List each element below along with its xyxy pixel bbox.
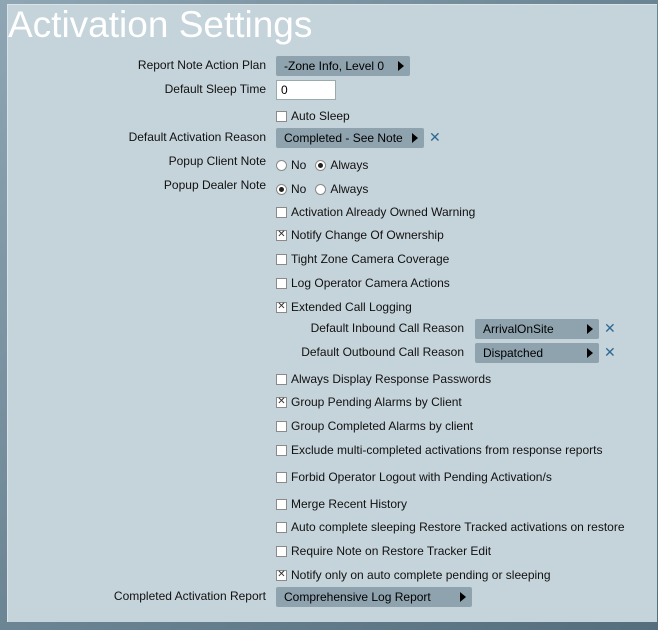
notify-change-of-ownership-checkbox[interactable] bbox=[276, 230, 287, 241]
default-outbound-call-reason-dropdown[interactable] bbox=[475, 343, 599, 363]
auto-sleep-checkbox[interactable] bbox=[276, 111, 287, 122]
checkbox-row bbox=[8, 539, 658, 559]
popup-client-note-no-radio[interactable] bbox=[276, 160, 287, 171]
radio-label-always: Always bbox=[330, 158, 369, 172]
checkbox-label: Log Operator Camera Actions bbox=[291, 276, 450, 290]
completed-activation-report-row bbox=[8, 587, 658, 607]
auto-sleep-label: Auto Sleep bbox=[291, 109, 350, 123]
clear-icon[interactable]: ✕ bbox=[604, 321, 616, 337]
checkbox-row bbox=[8, 295, 658, 315]
group-completed-alarms-checkbox[interactable] bbox=[276, 421, 287, 432]
auto-sleep-row bbox=[8, 104, 658, 124]
exclude-multi-completed-checkbox[interactable] bbox=[276, 445, 287, 456]
popup-client-note-always-radio[interactable] bbox=[315, 160, 326, 171]
default-sleep-time-label: Default Sleep Time bbox=[164, 82, 266, 96]
extended-call-logging-checkbox[interactable] bbox=[276, 302, 287, 313]
group-pending-alarms-checkbox[interactable] bbox=[276, 397, 287, 408]
checkbox-row bbox=[8, 247, 658, 267]
checkbox-label: Group Completed Alarms by client bbox=[291, 419, 474, 433]
forbid-operator-logout-checkbox[interactable] bbox=[276, 472, 287, 483]
radio-label-always: Always bbox=[330, 182, 369, 196]
checkbox-label: Group Pending Alarms by Client bbox=[291, 395, 462, 409]
checkbox-label: Merge Recent History bbox=[291, 497, 408, 511]
dropdown-value: Completed - See Note bbox=[284, 131, 403, 145]
checkbox-row bbox=[8, 515, 658, 535]
checkbox-label: Always Display Response Passwords bbox=[291, 372, 492, 386]
popup-dealer-note-always-radio[interactable] bbox=[315, 184, 326, 195]
completed-activation-report-dropdown[interactable] bbox=[276, 587, 472, 607]
default-inbound-call-reason-dropdown[interactable] bbox=[475, 319, 599, 339]
checkbox-row bbox=[8, 563, 658, 583]
checkbox-label: Notify only on auto complete pending or sleeping bbox=[291, 568, 551, 582]
popup-dealer-note-row bbox=[8, 176, 658, 196]
checkbox-label: Auto complete sleeping Restore Tracked activations on restore bbox=[291, 520, 625, 534]
auto-complete-sleeping-checkbox[interactable] bbox=[276, 522, 287, 533]
merge-recent-history-checkbox[interactable] bbox=[276, 499, 287, 510]
checkbox-row bbox=[8, 414, 658, 434]
default-activation-reason-row bbox=[8, 128, 658, 148]
caret-right-icon bbox=[587, 348, 593, 358]
checkbox-row bbox=[8, 200, 658, 220]
report-note-action-plan-label: Report Note Action Plan bbox=[137, 58, 266, 72]
dropdown-value: ArrivalOnSite bbox=[483, 322, 554, 336]
popup-client-note-row bbox=[8, 152, 658, 172]
clear-icon[interactable]: ✕ bbox=[429, 130, 441, 146]
settings-panel bbox=[7, 4, 657, 622]
checkbox-label: Exclude multi-completed activations from response reports bbox=[291, 443, 603, 457]
checkbox-label: Notify Change Of Ownership bbox=[291, 228, 444, 242]
checkbox-row bbox=[8, 465, 658, 485]
clear-icon[interactable]: ✕ bbox=[604, 345, 616, 361]
default-sleep-time-row bbox=[8, 80, 658, 100]
default-outbound-call-reason-label: Default Outbound Call Reason bbox=[301, 345, 464, 359]
checkbox-label: Require Note on Restore Tracker Edit bbox=[291, 544, 492, 558]
dropdown-value: Comprehensive Log Report bbox=[284, 590, 431, 604]
popup-client-note-label: Popup Client Note bbox=[168, 154, 266, 168]
popup-dealer-note-label: Popup Dealer Note bbox=[163, 178, 266, 192]
require-note-restore-tracker-checkbox[interactable] bbox=[276, 546, 287, 557]
radio-label-no: No bbox=[291, 158, 307, 172]
checkbox-row bbox=[8, 367, 658, 387]
checkbox-row bbox=[8, 271, 658, 291]
completed-activation-report-label: Completed Activation Report bbox=[113, 589, 266, 603]
checkbox-row bbox=[8, 390, 658, 410]
report-note-action-plan-row bbox=[8, 56, 658, 76]
checkbox-row bbox=[8, 492, 658, 512]
radio-label-no: No bbox=[291, 182, 307, 196]
default-inbound-call-reason-label: Default Inbound Call Reason bbox=[310, 321, 464, 335]
checkbox-label: Activation Already Owned Warning bbox=[291, 205, 476, 219]
always-display-response-passwords-checkbox[interactable] bbox=[276, 374, 287, 385]
caret-right-icon bbox=[587, 324, 593, 334]
default-sleep-time-input[interactable] bbox=[276, 80, 336, 100]
dropdown-value: -Zone Info, Level 0 bbox=[284, 59, 385, 73]
log-operator-camera-actions-checkbox[interactable] bbox=[276, 278, 287, 289]
default-inbound-call-reason-row bbox=[8, 319, 658, 339]
caret-right-icon bbox=[412, 133, 418, 143]
popup-dealer-note-no-radio[interactable] bbox=[276, 184, 287, 195]
dropdown-value: Dispatched bbox=[483, 346, 544, 360]
default-activation-reason-dropdown[interactable] bbox=[276, 128, 424, 148]
checkbox-label: Forbid Operator Logout with Pending Activation/s bbox=[291, 470, 552, 484]
checkbox-label: Tight Zone Camera Coverage bbox=[291, 252, 450, 266]
notify-only-auto-complete-checkbox[interactable] bbox=[276, 570, 287, 581]
checkbox-label: Extended Call Logging bbox=[291, 300, 412, 314]
checkbox-row bbox=[8, 438, 658, 458]
default-activation-reason-label: Default Activation Reason bbox=[128, 130, 266, 144]
tight-zone-camera-coverage-checkbox[interactable] bbox=[276, 254, 287, 265]
report-note-action-plan-dropdown[interactable] bbox=[276, 56, 410, 76]
caret-right-icon bbox=[398, 61, 404, 71]
caret-right-icon bbox=[460, 592, 466, 602]
checkbox-row bbox=[8, 223, 658, 243]
default-outbound-call-reason-row bbox=[8, 343, 658, 363]
activation-already-owned-warning-checkbox[interactable] bbox=[276, 207, 287, 218]
page-title: Activation Settings bbox=[8, 4, 313, 45]
